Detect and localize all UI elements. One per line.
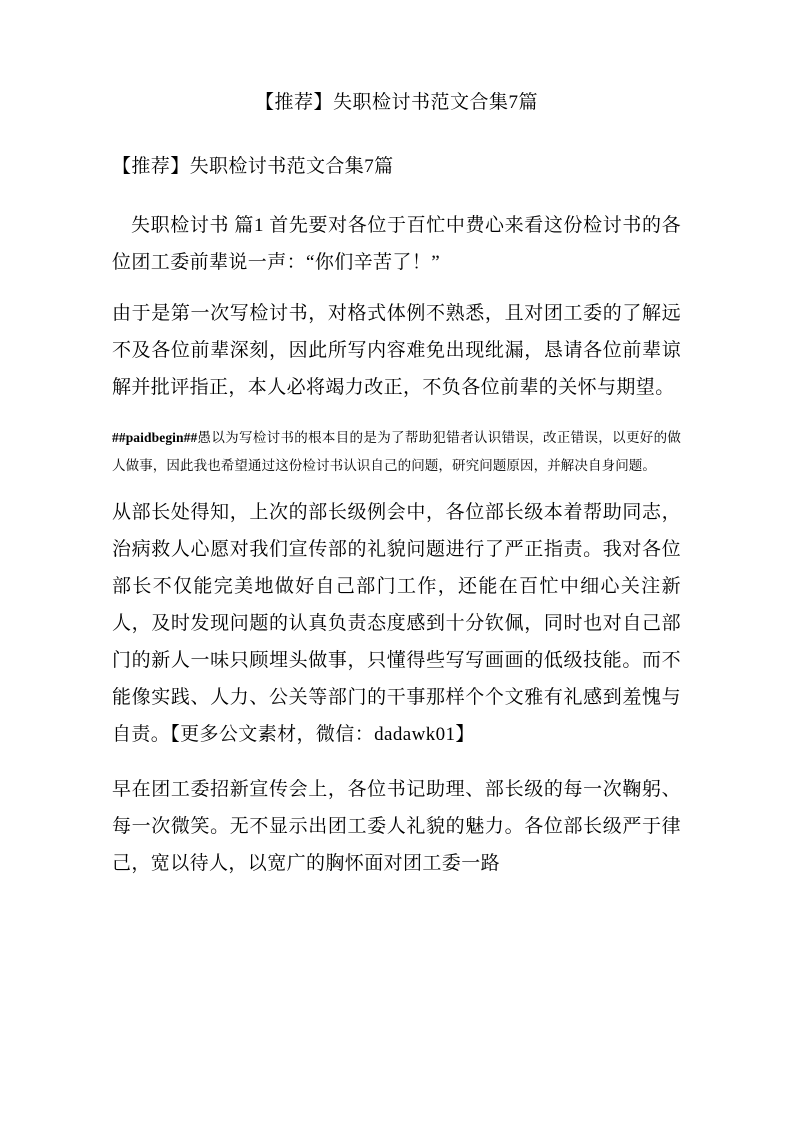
paragraph-body-1: 由于是第一次写检讨书，对格式体例不熟悉，且对团工委的了解远不及各位前辈深刻，因此所写内容难免出现纰漏，恳请各位前辈谅解并批评指正，本人必将竭力改正，不负各位前辈的关怀与期望。 [112, 303, 681, 398]
paragraph-title-repeat: 【推荐】失职检讨书范文合集7篇 [112, 156, 394, 177]
page-title: 【推荐】失职检讨书范文合集7篇 [254, 92, 538, 113]
paragraph-small-note [112, 424, 681, 480]
paid-marker: ##paidbegin## [112, 430, 198, 445]
paragraph-body-3: 早在团工委招新宣传会上，各位书记助理、部长级的每一次鞠躬、每一次微笑。无不显示出团工委人礼貌的魅力。各位部长级严于律己，宽以待人，以宽广的胸怀面对团工委一路 [112, 779, 681, 874]
paragraph-body-2: 从部长处得知，上次的部长级例会中，各位部长级本着帮助同志，治病救人心愿对我们宣传部的礼貌问题进行了严正指责。我对各位部长不仅能完美地做好自己部门工作，还能在百忙中细心关注新人，及时发现问题的认真负责态度感到十分钦佩，同时也对自己部门的新人一味只顾埋头做事，只懂得些写写画画的低级技能。而不能像实践、人力、公关等部门的干事那样个个文雅有礼感到羞愧与自责。【更多公文素材，微信：dadawk01】 [112, 502, 681, 745]
paragraph-section-1: 失职检讨书 篇1 首先要对各位于百忙中费心来看这份检讨书的各位团工委前辈说一声：“你们辛苦了！” [112, 215, 681, 273]
paragraph-small-text: 愚以为写检讨书的根本目的是为了帮助犯错者认识错误，改正错误，以更好的做人做事，因此我也希望通过这份检讨书认识自己的问题，研究问题原因，并解决自身问题。 [112, 430, 681, 473]
